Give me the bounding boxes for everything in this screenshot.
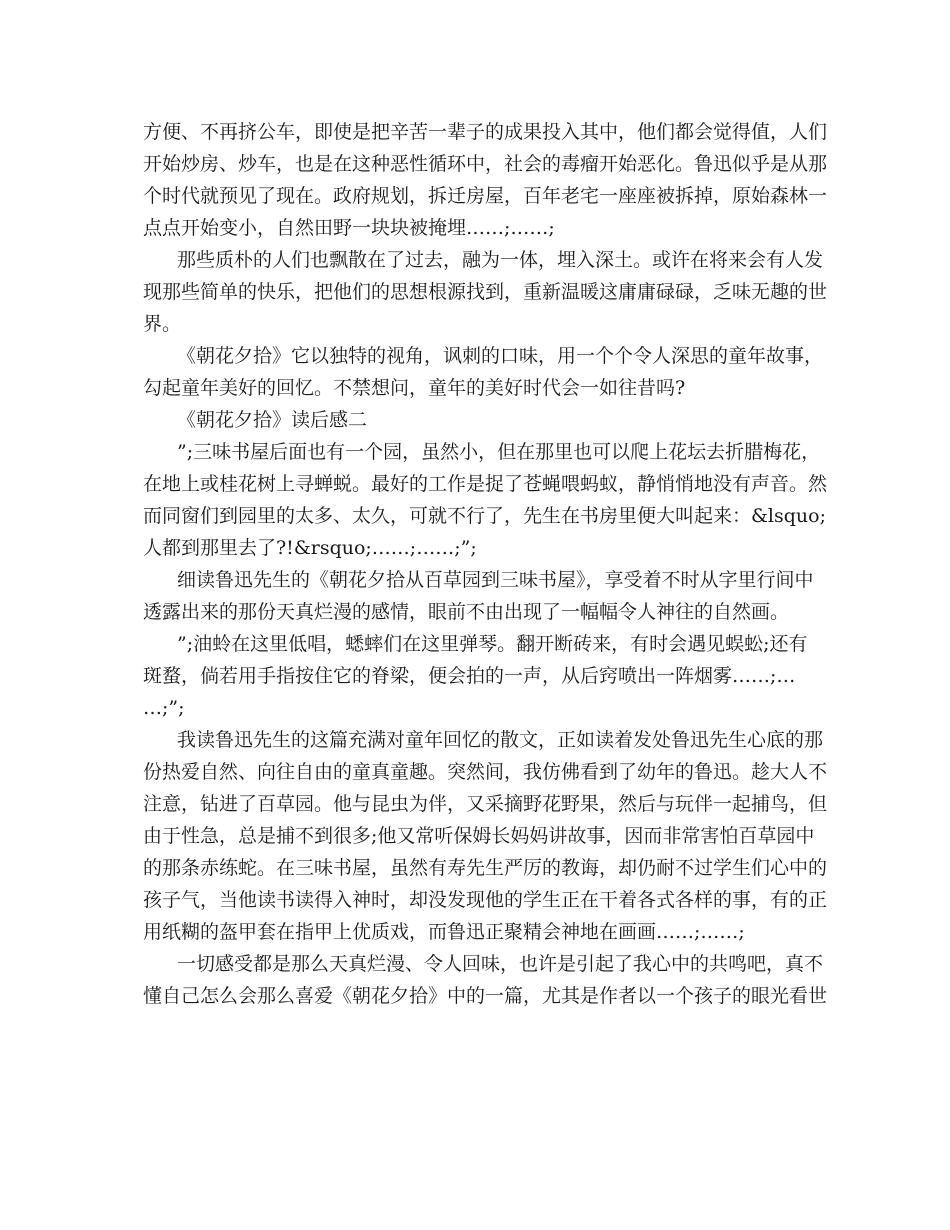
paragraph-line: 方便、不再挤公车，即使是把辛苦一辈子的成果投入其中，他们都会觉得值，人们 [143,121,828,143]
quote-line: 而同窗们到园里的太多、太久，可就不行了，先生在书房里便大叫起来：&lsquo; [143,505,826,527]
quote-line: 斑蝥，倘若用手指按住它的脊梁，便会拍的一声，从后窍喷出一阵烟雾……;… [143,665,796,687]
paragraph-line: 一切感受都是那么天真烂漫、令人回味，也许是引起了我心中的共鸣吧，真不 [177,953,824,975]
paragraph-line: 由于性急，总是捕不到很多;他又常听保姆长妈妈讲故事，因而非常害怕百草园中 [143,825,815,847]
paragraph-line: 我读鲁迅先生的这篇充满对童年回忆的散文，正如读着发处鲁迅先生心底的那 [177,729,824,751]
quote-line: …;”; [143,697,185,719]
paragraph-line: 那些质朴的人们也飘散在了过去，融为一体，埋入深土。或许在将来会有人发 [177,249,824,271]
paragraph-line: 懂自己怎么会那么喜爱《朝花夕拾》中的一篇，尤其是作者以一个孩子的眼光看世 [143,985,828,1007]
quote-line: 在地上或桂花树上寻蝉蜕。最好的工作是捉了苍蝇喂蚂蚁，静悄悄地没有声音。然 [143,473,828,495]
quote-line: ”;三味书屋后面也有一个园，虽然小，但在那里也可以爬上花坛去折腊梅花， [177,441,821,463]
paragraph-line: 透露出来的那份天真烂漫的感情，眼前不由出现了一幅幅令人神往的自然画。 [143,601,790,623]
paragraph-line: 《朝花夕拾》它以独特的视角，讽刺的口味，用一个个令人深思的童年故事， [177,345,824,367]
paragraph-line: 开始炒房、炒车，也是在这种恶性循环中，社会的毒瘤开始恶化。鲁迅似乎是从那 [143,153,828,175]
paragraph-line: 个时代就预见了现在。政府规划，拆迁房屋，百年老宅一座座被拆掉，原始森林一 [143,185,828,207]
section-heading: 《朝花夕拾》读后感二 [177,409,368,431]
paragraph-line: 勾起童年美好的回忆。不禁想问，童年的美好时代会一如往昔吗? [143,377,686,399]
paragraph-line: 孩子气，当他读书读得入神时，却没发现他的学生正在干着各式各样的事，有的正 [143,889,828,911]
paragraph-line: 注意，钻进了百草园。他与昆虫为伴，又采摘野花野果，然后与玩伴一起捕鸟，但 [143,793,828,815]
paragraph-line: 细读鲁迅先生的《朝花夕拾从百草园到三味书屋》，享受着不时从字里行间中 [177,569,814,591]
paragraph-line: 的那条赤练蛇。在三味书屋，虽然有寿先生严厉的教诲，却仍耐不过学生们心中的 [143,857,828,879]
quote-line: ”;油蛉在这里低唱，蟋蟀们在这里弹琴。翻开断砖来，有时会遇见蜈蚣;还有 [177,633,808,655]
paragraph-line: 份热爱自然、向往自由的童真童趣。突然间，我仿佛看到了幼年的鲁迅。趁大人不 [143,761,828,783]
paragraph-line: 用纸糊的盔甲套在指甲上优质戏，而鲁迅正聚精会神地在画画……;……; [143,921,745,943]
paragraph-line: 现那些简单的快乐，把他们的思想根源找到，重新温暖这庸庸碌碌，乏味无趣的世 [143,281,828,303]
paragraph-line: 点点开始变小，自然田野一块块被掩埋……;……; [143,217,555,239]
paragraph-line: 界。 [143,313,182,335]
quote-line: 人都到那里去了?!&rsquo;……;……;”; [143,537,477,559]
article-body [143,116,828,1012]
